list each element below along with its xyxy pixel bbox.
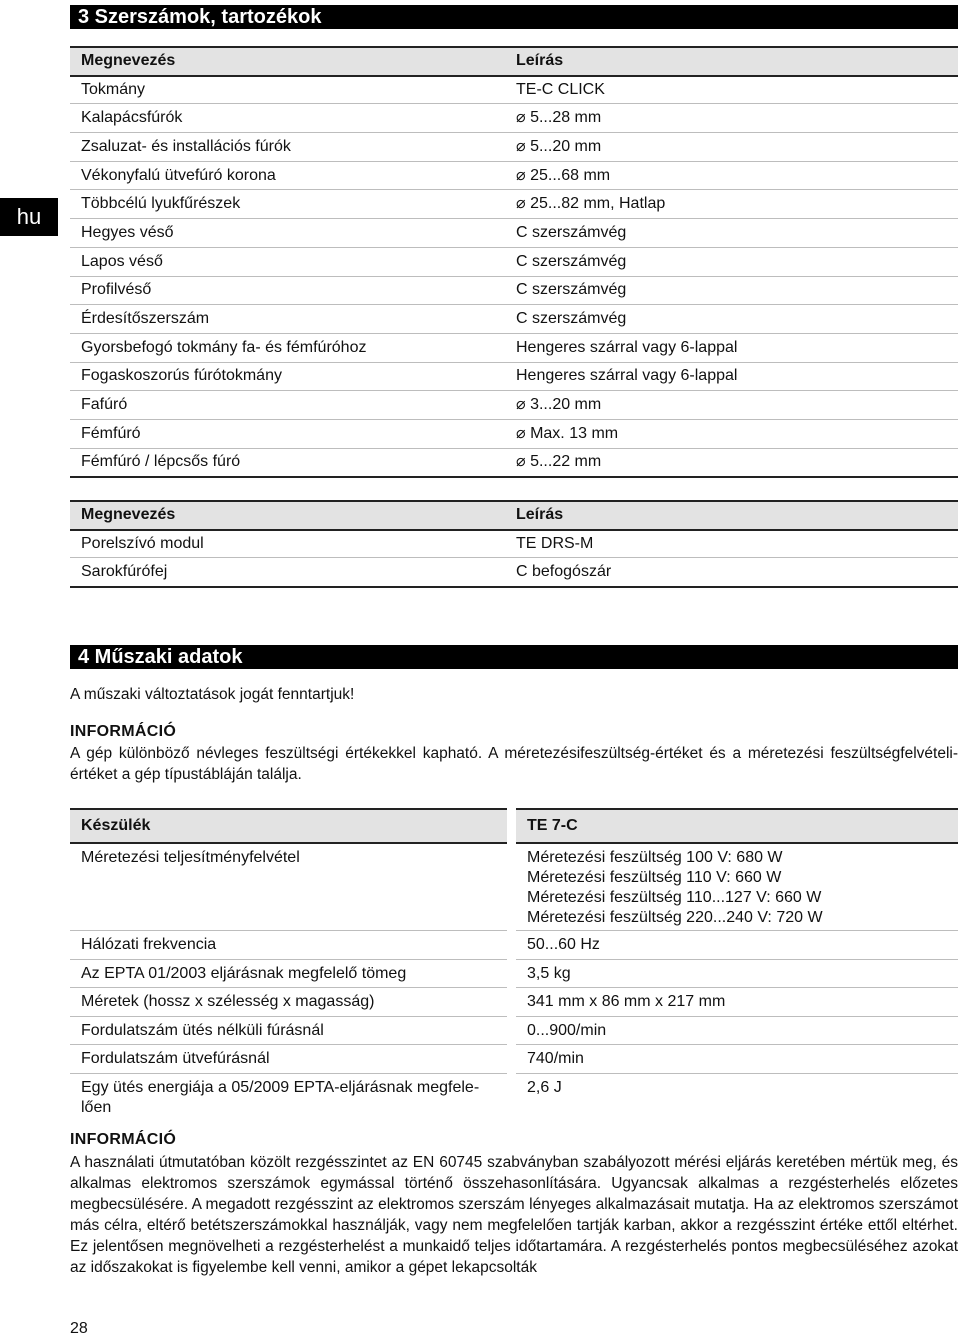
header-name: Megnevezés <box>70 500 507 529</box>
cell-value: 341 mm x 86 mm x 217 mm <box>516 987 958 1016</box>
cell-name: Kalapácsfúrók <box>70 103 507 132</box>
technical-change-note: A műszaki változtatások jogát fenntartjuk! <box>70 686 355 703</box>
header-description: Leírás <box>507 500 958 529</box>
table-row <box>70 333 958 362</box>
cell-name: Vékonyfalú ütvefúró korona <box>70 161 507 190</box>
section-4-heading: 4 Műszaki adatok <box>70 645 958 669</box>
accessories-table-header <box>70 500 958 529</box>
cell-description: C szerszámvég <box>507 218 958 247</box>
table-row <box>70 304 958 333</box>
cell-description: ⌀ 3...20 mm <box>507 390 958 419</box>
page-number: 28 <box>70 1320 88 1337</box>
header-name: Megnevezés <box>70 46 507 75</box>
cell-parameter: Fordulatszám ütés nélküli fúrásnál <box>70 1016 507 1045</box>
table-row <box>70 75 958 104</box>
cell-parameter: Méretezési teljesítményfelvétel <box>70 842 507 930</box>
cell-value: 2,6 J <box>516 1073 958 1117</box>
cell-value: 50...60 Hz <box>516 930 958 959</box>
cell-description: C szerszámvég <box>507 304 958 333</box>
cell-name: Hegyes véső <box>70 218 507 247</box>
table-row <box>70 842 958 930</box>
info-text-1: A gép különböző névleges feszültségi értékekkel kapható. A méretezésifeszültség-értéket és a méretezési feszültségfelvételi-értéket a gép típustábláján találja. <box>70 745 958 783</box>
cell-parameter: Fordulatszám ütvefúrásnál <box>70 1044 507 1073</box>
table-row <box>70 448 958 477</box>
table-row <box>70 103 958 132</box>
info-text-2: A használati útmutatóban közölt rezgésszintet az EN 60745 szabványban szabályozott mérési eljárás keretében mértük meg, és alkalmas elektromos szerszámok egymással történő összehasonlítására. Ugyancsak alkalmas a rezgésterhelés előzetes megbecsülésére. A megadott rezgésszint az elektromos szerszám lényeges alkalmazásait mutatja. Ha az elektromos szerszámot más célra, eltérő betétszerszámokkal használják, vagy nem megfelelően tartják karban, akkor a rezgésszint értéke ettől eltérhet. Ez jelentősen megnövelheti a rezgésterhelést a munkaidő teljes időtartamára. A rezgésterhelés pontos megbecsüléséhez azokat az időszakokat is figyelembe kell venni, amikor a gépet lekapcsolták <box>70 1154 958 1276</box>
table-row <box>70 987 958 1016</box>
info-heading-2: INFORMÁCIÓ <box>70 1131 177 1148</box>
tools-table-header <box>70 46 958 75</box>
table-row <box>70 161 958 190</box>
cell-name: Többcélú lyukfűrészek <box>70 189 507 218</box>
cell-description: C befogószár <box>507 557 958 586</box>
cell-description: TE DRS-M <box>507 529 958 558</box>
cell-name: Fafúró <box>70 390 507 419</box>
header-model: TE 7-C <box>516 808 958 842</box>
table-row <box>70 529 958 558</box>
cell-description: ⌀ 25...68 mm <box>507 161 958 190</box>
cell-description: ⌀ 5...20 mm <box>507 132 958 161</box>
table-row <box>70 132 958 161</box>
cell-name: Sarokfúrófej <box>70 557 507 586</box>
cell-parameter: Méretek (hossz x szélesség x magasság) <box>70 987 507 1016</box>
table-row <box>70 959 958 988</box>
cell-value: Méretezési feszültség 100 V: 680 W Méretezési feszültség 110 V: 660 W Méretezési feszültség 110...127 V: 660 W Méretezési feszültség 220...240 V: 720 W <box>516 842 958 930</box>
table-row <box>70 1044 958 1073</box>
cell-description: C szerszámvég <box>507 276 958 305</box>
cell-description: ⌀ 5...22 mm <box>507 448 958 477</box>
technical-table-header <box>70 808 958 842</box>
table-row <box>70 189 958 218</box>
header-description: Leírás <box>507 46 958 75</box>
table-row <box>70 557 958 586</box>
accessories-table <box>70 500 958 588</box>
cell-value: 0...900/min <box>516 1016 958 1045</box>
cell-description: ⌀ Max. 13 mm <box>507 419 958 448</box>
cell-name: Lapos véső <box>70 247 507 276</box>
cell-name: Porelszívó modul <box>70 529 507 558</box>
cell-description: Hengeres szárral vagy 6-lappal <box>507 333 958 362</box>
cell-parameter: Az EPTA 01/2003 eljárásnak megfelelő tömeg <box>70 959 507 988</box>
table-row <box>70 276 958 305</box>
cell-value: 3,5 kg <box>516 959 958 988</box>
cell-name: Zsaluzat- és installációs fúrók <box>70 132 507 161</box>
table-row <box>70 218 958 247</box>
cell-name: Fogaskoszorús fúrótokmány <box>70 362 507 391</box>
cell-name: Érdesítőszerszám <box>70 304 507 333</box>
cell-name: Fémfúró / lépcsős fúró <box>70 448 507 477</box>
cell-description: TE-C CLICK <box>507 75 958 104</box>
language-tab: hu <box>0 198 58 236</box>
info-heading-1: INFORMÁCIÓ <box>70 723 177 740</box>
cell-description: Hengeres szárral vagy 6-lappal <box>507 362 958 391</box>
table-row <box>70 247 958 276</box>
table-row <box>70 930 958 959</box>
cell-parameter: Egy ütés energiája a 05/2009 EPTA-eljárásnak megfele- lően <box>70 1073 507 1117</box>
tools-table <box>70 46 958 478</box>
cell-value: 740/min <box>516 1044 958 1073</box>
cell-name: Tokmány <box>70 75 507 104</box>
technical-data-table <box>70 808 958 1117</box>
cell-description: C szerszámvég <box>507 247 958 276</box>
cell-name: Profilvéső <box>70 276 507 305</box>
table-row <box>70 1016 958 1045</box>
header-device: Készülék <box>70 808 507 842</box>
table-row <box>70 1073 958 1117</box>
cell-parameter: Hálózati frekvencia <box>70 930 507 959</box>
table-row <box>70 362 958 391</box>
cell-name: Fémfúró <box>70 419 507 448</box>
table-row <box>70 390 958 419</box>
cell-description: ⌀ 5...28 mm <box>507 103 958 132</box>
cell-description: ⌀ 25...82 mm, Hatlap <box>507 189 958 218</box>
cell-name: Gyorsbefogó tokmány fa- és fémfúróhoz <box>70 333 507 362</box>
table-row <box>70 419 958 448</box>
section-3-heading: 3 Szerszámok, tartozékok <box>70 5 958 29</box>
